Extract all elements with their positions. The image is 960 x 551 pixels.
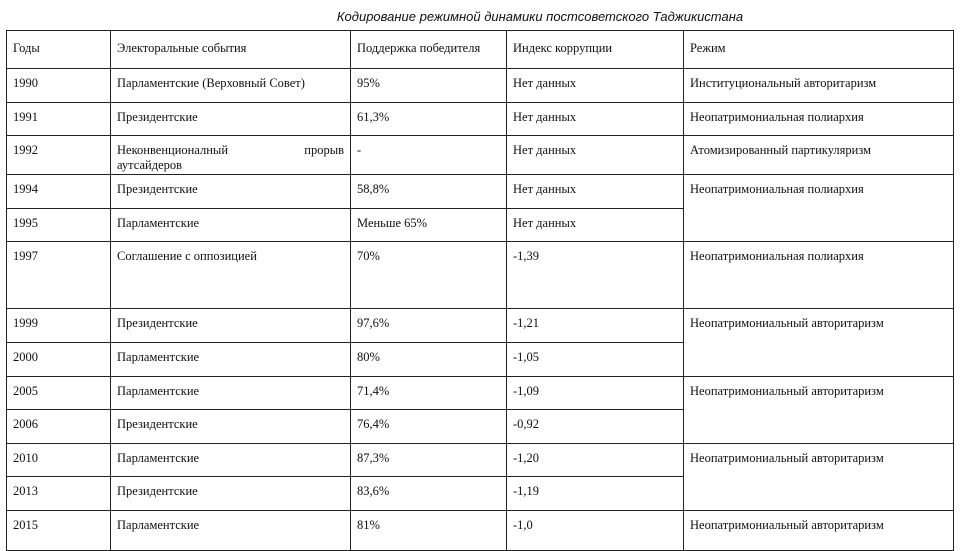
cell-regime: Неопатримониальная полиархия — [684, 103, 954, 136]
cell-event: Парламентские — [111, 511, 351, 551]
cell-index: -1,09 — [507, 377, 684, 410]
table-row — [7, 69, 954, 103]
cell-regime: Неопатримониальный авторитаризм — [684, 444, 954, 511]
cell-regime: Неопатримониальная полиархия — [684, 175, 954, 242]
table-row — [7, 136, 954, 175]
cell-support: 95% — [351, 69, 507, 103]
cell-index: -1,19 — [507, 477, 684, 511]
cell-event: Президентские — [111, 175, 351, 209]
cell-year: 2010 — [7, 444, 111, 477]
cell-event: Парламентские — [111, 377, 351, 410]
cell-year: 2015 — [7, 511, 111, 551]
cell-index: -1,0 — [507, 511, 684, 551]
cell-event: Парламентские — [111, 343, 351, 377]
cell-support: Меньше 65% — [351, 209, 507, 242]
cell-index: -0,92 — [507, 410, 684, 444]
table-row — [7, 103, 954, 136]
cell-support: 83,6% — [351, 477, 507, 511]
table-row — [7, 309, 954, 343]
cell-index: Нет данных — [507, 69, 684, 103]
regime-table — [6, 30, 954, 551]
cell-regime: Институциональный авторитаризм — [684, 69, 954, 103]
header-event: Электоральные события — [111, 31, 351, 69]
cell-index: Нет данных — [507, 175, 684, 209]
cell-event — [111, 136, 351, 175]
cell-event: Президентские — [111, 103, 351, 136]
cell-index: Нет данных — [507, 136, 684, 175]
cell-support: 71,4% — [351, 377, 507, 410]
cell-regime: Неопатримониальная полиархия — [684, 242, 954, 309]
cell-year: 1992 — [7, 136, 111, 175]
cell-support: 97,6% — [351, 309, 507, 343]
table-row — [7, 175, 954, 209]
cell-support: 87,3% — [351, 444, 507, 477]
cell-year: 1994 — [7, 175, 111, 209]
cell-support: 70% — [351, 242, 507, 309]
cell-index: Нет данных — [507, 209, 684, 242]
cell-index: -1,20 — [507, 444, 684, 477]
table-header-row — [7, 31, 954, 69]
cell-event: Парламентские — [111, 209, 351, 242]
header-regime: Режим — [684, 31, 954, 69]
cell-index: -1,05 — [507, 343, 684, 377]
cell-event: Парламентские — [111, 444, 351, 477]
cell-event: Президентские — [111, 477, 351, 511]
event-part-2: прорыв — [304, 143, 344, 157]
header-index: Индекс коррупции — [507, 31, 684, 69]
header-support: Поддержка победителя — [351, 31, 507, 69]
cell-year: 1999 — [7, 309, 111, 343]
cell-year: 2013 — [7, 477, 111, 511]
table-row — [7, 242, 954, 309]
cell-year: 2005 — [7, 377, 111, 410]
table-row — [7, 511, 954, 551]
header-year: Годы — [7, 31, 111, 69]
event-first-line — [117, 143, 350, 158]
cell-support: 61,3% — [351, 103, 507, 136]
cell-index: -1,21 — [507, 309, 684, 343]
cell-event: Соглашение с оппозицией — [111, 242, 351, 309]
cell-support: 81% — [351, 511, 507, 551]
cell-year: 1991 — [7, 103, 111, 136]
cell-year: 1990 — [7, 69, 111, 103]
event-part-3: аутсайдеров — [117, 158, 183, 172]
cell-support: 80% — [351, 343, 507, 377]
table-row — [7, 377, 954, 410]
cell-regime: Атомизированный партикуляризм — [684, 136, 954, 175]
cell-support: 76,4% — [351, 410, 507, 444]
cell-event: Парламентские (Верховный Совет) — [111, 69, 351, 103]
cell-event: Президентские — [111, 309, 351, 343]
page-title: Кодирование режимной динамики постсоветского Таджикистана — [336, 9, 744, 24]
event-part-1: Неконвенционалный — [117, 143, 229, 157]
cell-regime: Неопатримониальный авторитаризм — [684, 377, 954, 444]
cell-support: 58,8% — [351, 175, 507, 209]
cell-year: 2000 — [7, 343, 111, 377]
cell-event: Президентские — [111, 410, 351, 444]
cell-year: 1997 — [7, 242, 111, 309]
cell-regime: Неопатримониальный авторитаризм — [684, 511, 954, 551]
cell-support: - — [351, 136, 507, 175]
table-row — [7, 444, 954, 477]
cell-index: -1,39 — [507, 242, 684, 309]
cell-year: 2006 — [7, 410, 111, 444]
cell-index: Нет данных — [507, 103, 684, 136]
cell-regime: Неопатримониальный авторитаризм — [684, 309, 954, 377]
cell-year: 1995 — [7, 209, 111, 242]
